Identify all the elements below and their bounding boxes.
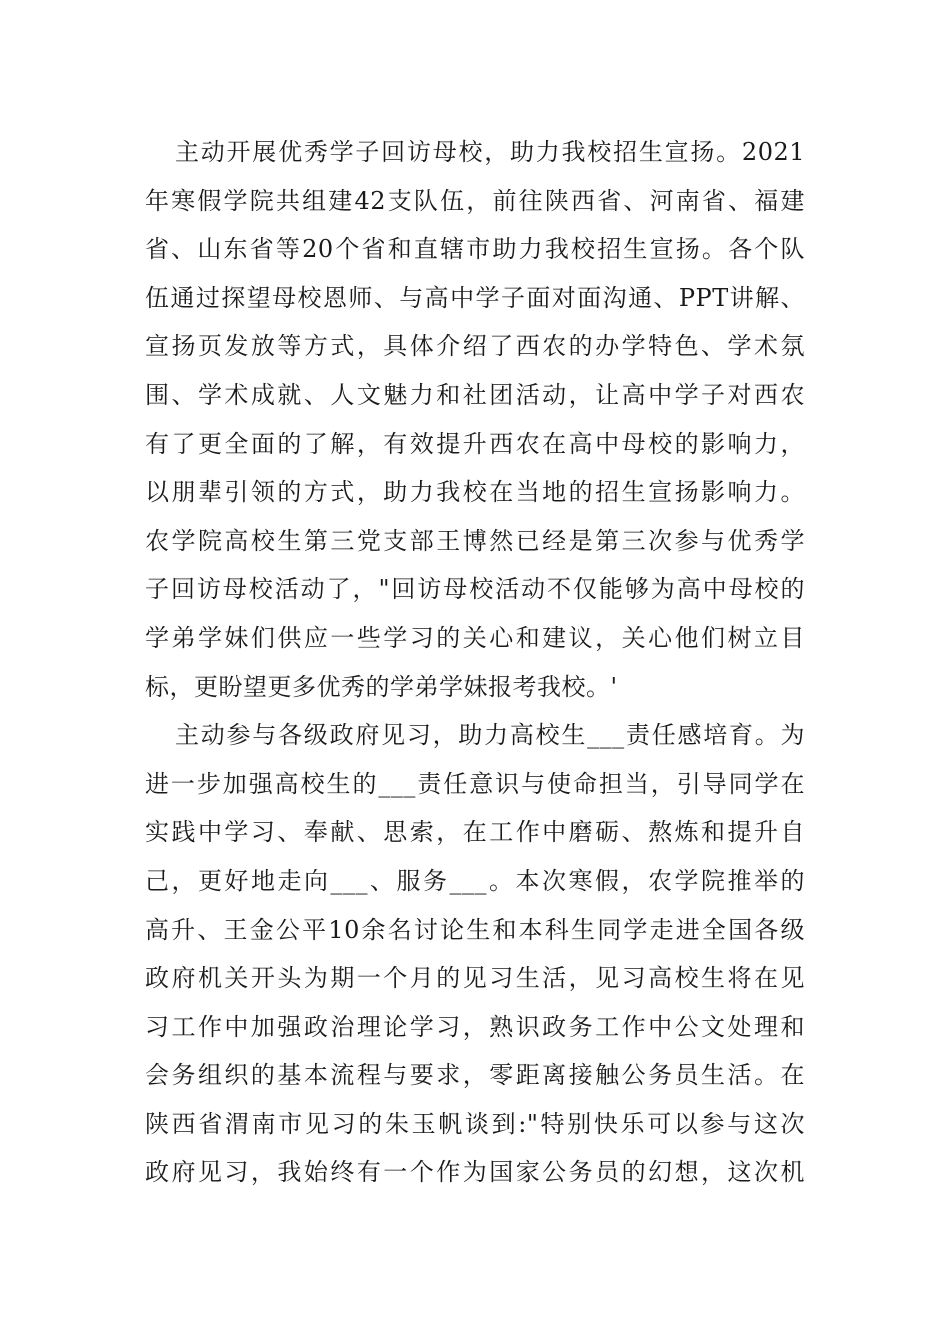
text-line: 习工作中加强政治理论学习，熟识政务工作中公文处理和 [145, 1012, 805, 1041]
text-line: 标，更盼望更多优秀的学弟学妹报考我校。' [145, 672, 618, 701]
text-line: 政府机关开头为期一个月的见习生活，见习高校生将在见 [145, 964, 805, 993]
text-line: 农学院高校生第三党支部王博然已经是第三次参与优秀学 [145, 526, 805, 555]
paragraph-2 [145, 711, 805, 1197]
text-line: 实践中学习、奉献、思索，在工作中磨砺、熬炼和提升自 [145, 818, 805, 847]
text-line: 年寒假学院共组建42支队伍，前往陕西省、河南省、福建 [145, 186, 805, 215]
text-line: 学弟学妹们供应一些学习的关心和建议，关心他们树立目 [145, 623, 805, 652]
text-line: 有了更全面的了解，有效提升西农在高中母校的影响力， [145, 429, 805, 458]
text-line: 伍通过探望母校恩师、与高中学子面对面沟通、PPT讲解、 [145, 283, 805, 312]
text-line: 会务组织的基本流程与要求，零距离接触公务员生活。在 [145, 1061, 805, 1090]
text-line: 宣扬页发放等方式，具体介绍了西农的办学特色、学术氛 [145, 332, 805, 361]
text-line: 主动开展优秀学子回访母校，助力我校招生宣扬。2021 [175, 138, 805, 166]
text-line: 以朋辈引领的方式，助力我校在当地的招生宣扬影响力。 [145, 478, 805, 507]
text-line: 省、山东省等20个省和直辖市助力我校招生宣扬。各个队 [145, 235, 805, 264]
text-line: 子回访母校活动了，"回访母校活动不仅能够为高中母校的 [145, 575, 805, 604]
text-line: 陕西省渭南市见习的朱玉帆谈到:"特别快乐可以参与这次 [145, 1109, 805, 1138]
paragraph-1 [145, 128, 805, 711]
text-line: 政府见习，我始终有一个作为国家公务员的幻想，这次机 [145, 1158, 805, 1187]
text-line: 己，更好地走向___、服务___。本次寒假，农学院推举的 [145, 866, 805, 895]
document-body [145, 128, 805, 1197]
text-line: 进一步加强高校生的___责任意识与使命担当，引导同学在 [145, 769, 805, 798]
text-line: 围、学术成就、人文魅力和社团活动，让高中学子对西农 [145, 380, 805, 409]
text-line: 主动参与各级政府见习，助力高校生___责任感培育。为 [175, 721, 805, 750]
text-line: 高升、王金公平10余名讨论生和本科生同学走进全国各级 [145, 915, 805, 944]
